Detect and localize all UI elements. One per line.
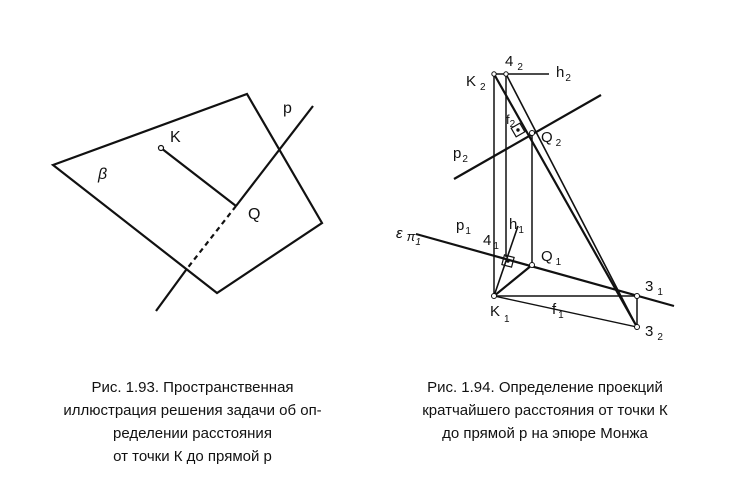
label-q2: Q $_2$ [541, 129, 562, 149]
label-q1: Q $_1$ [541, 248, 562, 268]
point-k1 [492, 294, 497, 299]
segment-k1-31 [494, 296, 637, 327]
label-h1: $h_1$ [509, 216, 524, 236]
label-f1: f $_1$ [552, 301, 564, 321]
caption-fig93 [25, 376, 360, 468]
caption-fig93-line: ределении расстояния [113, 425, 272, 442]
label-p: p [283, 100, 292, 117]
point-k [159, 146, 164, 151]
label-p1: $p_1$ [456, 217, 471, 237]
label-beta: β [98, 166, 108, 183]
caption-fig93-line: иллюстрация решения задачи об оп- [63, 402, 322, 419]
label-epsilon-pi1: ε $\pi_1$ [396, 225, 421, 248]
label-k: K [170, 129, 181, 146]
point-3-2 [635, 325, 640, 330]
fig94-drawing [416, 72, 674, 330]
label-k2: K $_2$ [466, 73, 486, 93]
fig93-labels [97, 100, 292, 223]
plane-beta [53, 94, 322, 293]
point-q2 [530, 131, 535, 136]
label-q: Q [248, 206, 261, 223]
point-4-2 [504, 72, 508, 76]
point-q1 [530, 263, 535, 268]
caption-fig94 [375, 376, 715, 445]
caption-fig94-line: до прямой р на эпюре Монжа [442, 425, 648, 442]
line-p-visible-upper [236, 106, 313, 206]
point-k2 [492, 72, 496, 76]
label-3-2: 3 $_2$ [645, 323, 663, 343]
right-angle-dot-1 [507, 260, 509, 262]
label-4-2: 4 $_2$ [505, 53, 523, 73]
line-k2-32 [494, 74, 637, 327]
label-f2: $f_2$ [506, 112, 516, 130]
caption-fig94-line: Рис. 1.94. Определение проекций [427, 379, 663, 396]
line-p-hidden [186, 206, 236, 270]
segment-kq [161, 148, 236, 206]
caption-fig93-line: Рис. 1.93. Пространственная [91, 379, 294, 396]
line-p-visible-lower [156, 270, 186, 311]
label-p2: $p_2$ [453, 145, 468, 165]
label-h2: $h_2$ [556, 64, 571, 84]
fig93-drawing [53, 94, 322, 311]
right-angle-dot-2 [517, 129, 519, 131]
line-p2 [454, 95, 601, 179]
point-3-1 [635, 294, 640, 299]
caption-fig94-line: кратчайшего расстояния от точки К [422, 402, 668, 419]
caption-fig93-line: от точки К до прямой р [113, 448, 272, 465]
label-k1: K $_1$ [490, 303, 510, 325]
label-4-1: 4 $_1$ [483, 232, 499, 252]
label-3-1: 3 $_1$ [645, 278, 663, 298]
